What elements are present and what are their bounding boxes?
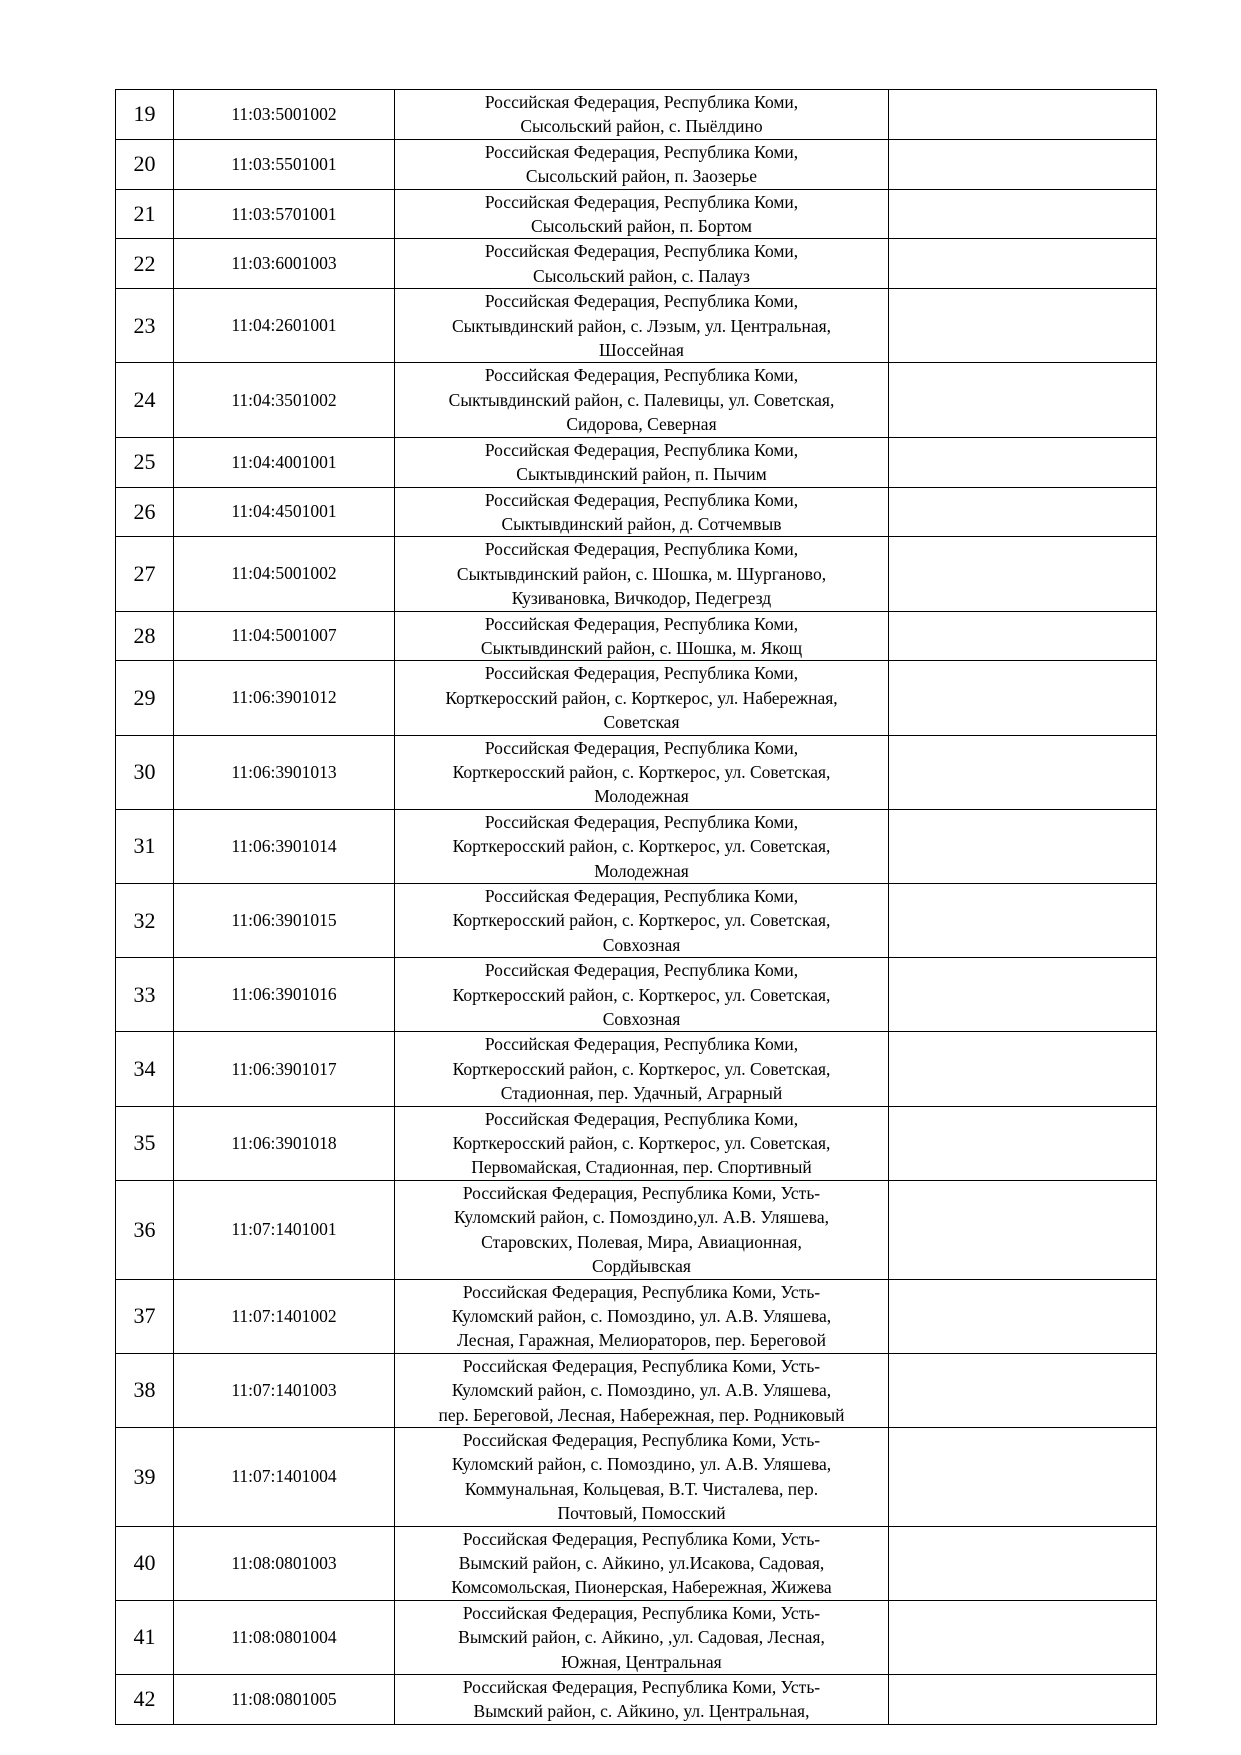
row-number: 19	[116, 90, 174, 140]
table-row	[116, 189, 1157, 239]
table-row	[116, 809, 1157, 883]
row-number: 23	[116, 289, 174, 363]
address-cell: Российская Федерация, Республика Коми, Усть- Куломский район, с. Помоздино, ул. А.В. Уляшева, Коммунальная, Кольцевая, В.Т. Чисталева, пер. Почтовый, Помосский	[395, 1427, 889, 1526]
cadastral-code: 11:06:3901013	[174, 735, 395, 809]
empty-cell	[889, 958, 1157, 1032]
row-number: 24	[116, 363, 174, 437]
empty-cell	[889, 1279, 1157, 1353]
cadastral-code: 11:03:5501001	[174, 139, 395, 189]
empty-cell	[889, 735, 1157, 809]
cadastral-blocks-table	[115, 89, 1157, 1725]
address-cell: Российская Федерация, Республика Коми, Сыктывдинский район, п. Пычим	[395, 437, 889, 487]
row-number: 26	[116, 487, 174, 537]
table-row	[116, 1106, 1157, 1180]
cadastral-code: 11:06:3901018	[174, 1106, 395, 1180]
table-row	[116, 661, 1157, 735]
empty-cell	[889, 1106, 1157, 1180]
table-row	[116, 437, 1157, 487]
row-number: 36	[116, 1180, 174, 1279]
row-number: 20	[116, 139, 174, 189]
cadastral-code: 11:06:3901012	[174, 661, 395, 735]
address-cell: Российская Федерация, Республика Коми, Усть- Вымский район, с. Айкино, ,ул. Садовая, Лесная, Южная, Центральная	[395, 1600, 889, 1674]
address-cell: Российская Федерация, Республика Коми, Сысольский район, п. Бортом	[395, 189, 889, 239]
address-cell: Российская Федерация, Республика Коми, Корткеросский район, с. Корткерос, ул. Советская, Молодежная	[395, 735, 889, 809]
address-cell: Российская Федерация, Республика Коми, Усть- Вымский район, с. Айкино, ул. Центральная,	[395, 1675, 889, 1725]
address-cell: Российская Федерация, Республика Коми, Сыктывдинский район, д. Сотчемвыв	[395, 487, 889, 537]
address-cell: Российская Федерация, Республика Коми, Усть- Куломский район, с. Помоздино, ул. А.В. Уляшева, пер. Береговой, Лесная, Набережная, пер. Родниковый	[395, 1353, 889, 1427]
row-number: 41	[116, 1600, 174, 1674]
address-cell: Российская Федерация, Республика Коми, Сысольский район, с. Палауз	[395, 239, 889, 289]
row-number: 21	[116, 189, 174, 239]
row-number: 30	[116, 735, 174, 809]
row-number: 22	[116, 239, 174, 289]
empty-cell	[889, 537, 1157, 611]
empty-cell	[889, 611, 1157, 661]
row-number: 40	[116, 1526, 174, 1600]
empty-cell	[889, 1600, 1157, 1674]
cadastral-code: 11:08:0801005	[174, 1675, 395, 1725]
empty-cell	[889, 487, 1157, 537]
empty-cell	[889, 239, 1157, 289]
cadastral-code: 11:06:3901017	[174, 1032, 395, 1106]
cadastral-code: 11:04:3501002	[174, 363, 395, 437]
row-number: 37	[116, 1279, 174, 1353]
cadastral-code: 11:04:2601001	[174, 289, 395, 363]
table-row	[116, 90, 1157, 140]
row-number: 34	[116, 1032, 174, 1106]
address-cell: Российская Федерация, Республика Коми, Усть- Вымский район, с. Айкино, ул.Исакова, Садовая, Комсомольская, Пионерская, Набережная, Жижева	[395, 1526, 889, 1600]
row-number: 35	[116, 1106, 174, 1180]
empty-cell	[889, 90, 1157, 140]
row-number: 42	[116, 1675, 174, 1725]
table-row	[116, 735, 1157, 809]
table-row	[116, 289, 1157, 363]
cadastral-code: 11:03:6001003	[174, 239, 395, 289]
cadastral-code: 11:07:1401002	[174, 1279, 395, 1353]
cadastral-code: 11:06:3901014	[174, 809, 395, 883]
cadastral-code: 11:06:3901015	[174, 884, 395, 958]
empty-cell	[889, 139, 1157, 189]
empty-cell	[889, 289, 1157, 363]
table-row	[116, 611, 1157, 661]
address-cell: Российская Федерация, Республика Коми, Корткеросский район, с. Корткерос, ул. Советская, Первомайская, Стадионная, пер. Спортивный	[395, 1106, 889, 1180]
cadastral-code: 11:07:1401004	[174, 1427, 395, 1526]
empty-cell	[889, 1526, 1157, 1600]
cadastral-code: 11:04:4501001	[174, 487, 395, 537]
table-row	[116, 1526, 1157, 1600]
empty-cell	[889, 1180, 1157, 1279]
cadastral-code: 11:08:0801003	[174, 1526, 395, 1600]
table-row	[116, 1353, 1157, 1427]
row-number: 27	[116, 537, 174, 611]
empty-cell	[889, 363, 1157, 437]
table-body	[116, 90, 1157, 1725]
empty-cell	[889, 661, 1157, 735]
table-row	[116, 487, 1157, 537]
table-row	[116, 363, 1157, 437]
table-row	[116, 537, 1157, 611]
row-number: 25	[116, 437, 174, 487]
table-row	[116, 884, 1157, 958]
cadastral-code: 11:06:3901016	[174, 958, 395, 1032]
table-row	[116, 139, 1157, 189]
address-cell: Российская Федерация, Республика Коми, Сыктывдинский район, с. Палевицы, ул. Советская, Сидорова, Северная	[395, 363, 889, 437]
address-cell: Российская Федерация, Республика Коми, Корткеросский район, с. Корткерос, ул. Советская, Стадионная, пер. Удачный, Аграрный	[395, 1032, 889, 1106]
cadastral-code: 11:03:5001002	[174, 90, 395, 140]
table-row	[116, 1279, 1157, 1353]
cadastral-code: 11:04:5001002	[174, 537, 395, 611]
table-row	[116, 1180, 1157, 1279]
address-cell: Российская Федерация, Республика Коми, Усть- Куломский район, с. Помоздино,ул. А.В. Уляшева, Старовских, Полевая, Мира, Авиационная, Сордйывская	[395, 1180, 889, 1279]
row-number: 29	[116, 661, 174, 735]
empty-cell	[889, 189, 1157, 239]
address-cell: Российская Федерация, Республика Коми, Сысольский район, с. Пыёлдино	[395, 90, 889, 140]
table-row	[116, 1032, 1157, 1106]
cadastral-code: 11:03:5701001	[174, 189, 395, 239]
cadastral-code: 11:04:4001001	[174, 437, 395, 487]
table-row	[116, 1675, 1157, 1725]
row-number: 28	[116, 611, 174, 661]
address-cell: Российская Федерация, Республика Коми, Корткеросский район, с. Корткерос, ул. Набережная, Советская	[395, 661, 889, 735]
table-row	[116, 239, 1157, 289]
row-number: 32	[116, 884, 174, 958]
cadastral-code: 11:04:5001007	[174, 611, 395, 661]
empty-cell	[889, 1353, 1157, 1427]
address-cell: Российская Федерация, Республика Коми, Сыктывдинский район, с. Лэзым, ул. Центральная, Шоссейная	[395, 289, 889, 363]
address-cell: Российская Федерация, Республика Коми, Корткеросский район, с. Корткерос, ул. Советская, Молодежная	[395, 809, 889, 883]
cadastral-code: 11:07:1401001	[174, 1180, 395, 1279]
empty-cell	[889, 1675, 1157, 1725]
table-row	[116, 1427, 1157, 1526]
table-row	[116, 1600, 1157, 1674]
row-number: 33	[116, 958, 174, 1032]
empty-cell	[889, 437, 1157, 487]
row-number: 31	[116, 809, 174, 883]
address-cell: Российская Федерация, Республика Коми, Сысольский район, п. Заозерье	[395, 139, 889, 189]
address-cell: Российская Федерация, Республика Коми, Сыктывдинский район, с. Шошка, м. Шурганово, Кузивановка, Вичкодор, Педегрезд	[395, 537, 889, 611]
empty-cell	[889, 809, 1157, 883]
row-number: 39	[116, 1427, 174, 1526]
table-row	[116, 958, 1157, 1032]
address-cell: Российская Федерация, Республика Коми, Сыктывдинский район, с. Шошка, м. Якощ	[395, 611, 889, 661]
address-cell: Российская Федерация, Республика Коми, Корткеросский район, с. Корткерос, ул. Советская, Совхозная	[395, 958, 889, 1032]
address-cell: Российская Федерация, Республика Коми, Усть- Куломский район, с. Помоздино, ул. А.В. Уляшева, Лесная, Гаражная, Мелиораторов, пер. Береговой	[395, 1279, 889, 1353]
empty-cell	[889, 1032, 1157, 1106]
row-number: 38	[116, 1353, 174, 1427]
address-cell: Российская Федерация, Республика Коми, Корткеросский район, с. Корткерос, ул. Советская, Совхозная	[395, 884, 889, 958]
empty-cell	[889, 1427, 1157, 1526]
cadastral-code: 11:07:1401003	[174, 1353, 395, 1427]
empty-cell	[889, 884, 1157, 958]
cadastral-code: 11:08:0801004	[174, 1600, 395, 1674]
